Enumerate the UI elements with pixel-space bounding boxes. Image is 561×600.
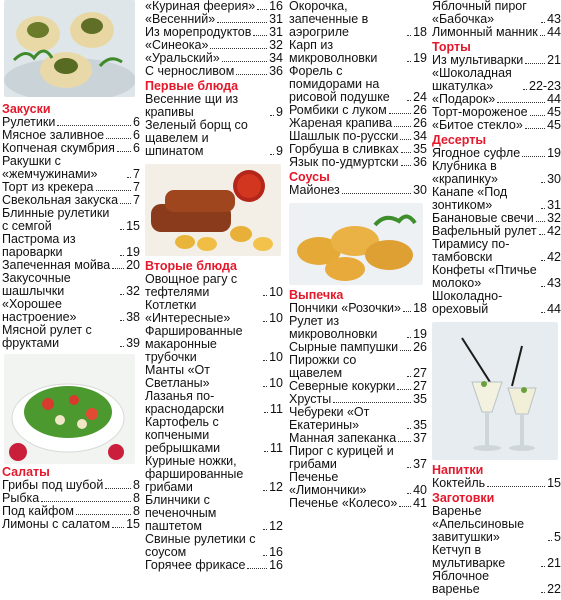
entry-title: Кетчуп в мультиварке	[432, 543, 506, 570]
page-number: 19	[413, 327, 427, 341]
dot-leader	[263, 555, 267, 556]
toc-entry	[143, 273, 283, 299]
toc-entry	[0, 207, 140, 233]
dot-leader	[407, 100, 411, 101]
entry-title: Коктейль	[432, 476, 486, 490]
dot-leader	[263, 321, 267, 322]
dot-leader	[210, 48, 267, 49]
page-number: 30	[413, 183, 427, 197]
entry-title: Пирог с курицей и грибами	[289, 444, 394, 471]
toc-entry	[143, 119, 283, 158]
dot-leader	[270, 154, 274, 155]
toc-entry	[430, 505, 561, 544]
page-number: 21	[547, 556, 561, 570]
entry-title: Вафельный рулет	[432, 224, 537, 238]
dot-leader	[217, 22, 267, 23]
dot-leader	[541, 566, 545, 567]
toc-entry	[287, 39, 427, 65]
toc-entry	[0, 298, 140, 324]
entry-title: Из морепродуктов	[145, 25, 252, 39]
toc-column-1	[0, 0, 140, 600]
dot-leader	[497, 102, 545, 103]
page-number: 16	[269, 545, 283, 559]
dot-leader	[541, 22, 545, 23]
entry-title: Язык по-удмуртски	[289, 155, 399, 169]
entry-title: Пастрома из пароварки	[2, 232, 76, 259]
dot-leader	[407, 467, 411, 468]
dot-leader	[120, 320, 124, 321]
entry-title: Майонез	[289, 183, 340, 197]
toc-entry	[430, 119, 561, 132]
entry-title: Рулет из микроволновки	[289, 314, 378, 341]
section-drinks	[430, 464, 561, 490]
section-baking	[287, 289, 427, 510]
page-number: 31	[547, 198, 561, 212]
dot-leader	[522, 156, 545, 157]
page-number: 9	[276, 144, 283, 158]
dot-leader	[399, 506, 411, 507]
dot-leader	[120, 203, 131, 204]
page-number: 34	[413, 129, 427, 143]
dot-leader	[548, 540, 552, 541]
page-number: 26	[413, 116, 427, 130]
section-title-main-courses: Вторые блюда	[145, 259, 237, 273]
page-number: 43	[547, 12, 561, 26]
page-number: 42	[547, 224, 561, 238]
dot-leader	[525, 63, 545, 64]
dot-leader	[541, 592, 545, 593]
page-number: 22	[547, 582, 561, 596]
toc-column-2	[143, 0, 283, 600]
section-desserts	[430, 134, 561, 316]
entry-title: Карп из микроволновки	[289, 38, 378, 65]
toc-entry	[430, 290, 561, 316]
toc-entry	[287, 354, 427, 380]
page-number: 34	[269, 51, 283, 65]
page-number: 36	[413, 155, 427, 169]
entry-title: «Весенний»	[145, 12, 216, 26]
entry-title: Из мультиварки	[432, 53, 524, 67]
page-number: 32	[126, 284, 140, 298]
page-number: 35	[413, 142, 427, 156]
toc-entry	[143, 325, 283, 364]
page-number: 10	[269, 350, 283, 364]
page-number: 42	[547, 250, 561, 264]
toc-entry	[430, 264, 561, 290]
page-number: 20	[126, 258, 140, 272]
entry-title: Котлетки «Интересные»	[145, 298, 231, 325]
entry-title: Манная запеканка	[289, 431, 397, 445]
page-number: 10	[269, 285, 283, 299]
toc-entry	[143, 364, 283, 390]
appetizer-photo	[4, 0, 135, 97]
dot-leader	[41, 501, 131, 502]
dot-leader	[263, 490, 267, 491]
entry-title: Торт-мороженое	[432, 105, 528, 119]
dot-leader	[541, 312, 545, 313]
section-salads	[0, 466, 140, 531]
toc-entry	[0, 272, 140, 298]
entry-title: Овощное рагу с тефтелями	[145, 272, 238, 299]
toc-entry	[430, 67, 561, 93]
entry-title: Окорочка, запеченные в аэрогриле	[289, 0, 369, 39]
page-number: 44	[547, 92, 561, 106]
cocktail-photo	[432, 322, 558, 460]
dot-leader	[400, 350, 411, 351]
toc-entry	[287, 65, 427, 104]
page-number: 32	[269, 38, 283, 52]
entry-title: «Уральский»	[145, 51, 220, 65]
page-number: 7	[133, 167, 140, 181]
entry-title: С черносливом	[145, 64, 235, 78]
entry-title: Чебуреки «От Екатерины»	[289, 405, 370, 432]
dot-leader	[539, 234, 545, 235]
page-number: 27	[413, 379, 427, 393]
dot-leader	[536, 221, 545, 222]
page-number: 44	[547, 25, 561, 39]
page-number: 27	[413, 366, 427, 380]
toc-entry	[287, 315, 427, 341]
page-number: 43	[547, 276, 561, 290]
entry-title: Лазанья по-краснодарски	[145, 389, 225, 416]
toc-entry	[143, 93, 283, 119]
dot-leader	[263, 386, 267, 387]
entry-title: Закусочные шашлычки	[2, 271, 71, 298]
dot-leader	[263, 529, 267, 530]
entry-title: Печенье «Лимончики»	[289, 470, 367, 497]
dot-leader	[127, 177, 131, 178]
toc-entry	[430, 238, 561, 264]
page-number: 41	[413, 496, 427, 510]
entry-title: Варенье «Апельсиновые завитушки»	[432, 504, 525, 544]
page-number: 7	[133, 193, 140, 207]
dot-leader	[541, 286, 545, 287]
dot-leader	[257, 9, 267, 10]
entry-title: Весенние щи из крапивы	[145, 92, 239, 119]
dot-leader	[541, 182, 545, 183]
entry-title: Запеченная мойва	[2, 258, 111, 272]
entry-title: Шоколадно-ореховый	[432, 289, 503, 316]
page-number: 26	[413, 340, 427, 354]
entry-title: «Битое стекло»	[432, 118, 523, 132]
pastry-photo	[289, 203, 423, 285]
page-number: 18	[413, 25, 427, 39]
dot-leader	[407, 35, 411, 36]
dot-leader	[530, 115, 545, 116]
toc-entry	[287, 0, 427, 39]
toc-entry	[287, 471, 427, 497]
page-number: 32	[547, 211, 561, 225]
dot-leader	[247, 568, 267, 569]
dot-leader	[407, 493, 411, 494]
dot-leader	[407, 337, 411, 338]
dot-leader	[76, 514, 131, 515]
dot-leader	[120, 294, 124, 295]
page-number: 10	[269, 311, 283, 325]
entry-title: «Хорошее настроение»	[2, 297, 77, 324]
page-number: 40	[413, 483, 427, 497]
page-number: 24	[413, 90, 427, 104]
page-number: 15	[126, 219, 140, 233]
dot-leader	[264, 412, 268, 413]
toc-entry	[0, 233, 140, 259]
dot-leader	[389, 113, 411, 114]
entry-title: Мясной рулет с фруктами	[2, 323, 92, 350]
page-number: 44	[547, 302, 561, 316]
page-number: 19	[126, 245, 140, 259]
page-number: 37	[413, 457, 427, 471]
page-number: 8	[133, 491, 140, 505]
page-number: 11	[270, 402, 283, 416]
toc-entry	[143, 455, 283, 494]
toc-entry	[430, 26, 561, 39]
entry-title: Хрусты	[289, 392, 332, 406]
page-number: 31	[269, 25, 283, 39]
dot-leader	[263, 360, 267, 361]
dot-leader	[117, 151, 131, 152]
page-number: 6	[133, 115, 140, 129]
dot-leader	[400, 139, 411, 140]
dot-leader	[407, 61, 411, 62]
dot-leader	[398, 441, 411, 442]
section-title-cakes: Торты	[432, 40, 471, 54]
entry-title: Зеленый борщ со щавелем и шпинатом	[145, 118, 248, 158]
entry-title: Ракушки с «жемчужинами»	[2, 154, 98, 181]
toc-entry	[143, 559, 283, 572]
page-number: 8	[133, 478, 140, 492]
page-number: 19	[547, 146, 561, 160]
section-preserves	[430, 492, 561, 596]
entry-title: Жареная крапива	[289, 116, 393, 130]
dot-leader	[401, 165, 412, 166]
toc-column-3	[287, 0, 427, 600]
page-number: 5	[554, 530, 561, 544]
toc-entry	[0, 324, 140, 350]
ribs-photo	[145, 164, 281, 256]
page-number: 26	[413, 103, 427, 117]
entry-title: Картофель с копчеными ребрышками	[145, 415, 221, 455]
section-title-first-courses: Первые блюда	[145, 79, 239, 93]
section-main-courses	[143, 260, 283, 572]
section-title-appetizers: Закуски	[2, 102, 51, 116]
dot-leader	[403, 311, 411, 312]
entry-title: Рулетики	[2, 115, 56, 129]
toc-entry	[143, 416, 283, 455]
dot-leader	[342, 193, 411, 194]
dot-leader	[264, 451, 268, 452]
page-number: 11	[270, 441, 283, 455]
dot-leader	[270, 115, 274, 116]
section-title-salads: Салаты	[2, 465, 50, 479]
entry-title: Ромбики с луком	[289, 103, 387, 117]
dot-leader	[394, 126, 411, 127]
entry-title: Манты «От Светланы»	[145, 363, 210, 390]
entry-title: Рыбка	[2, 491, 40, 505]
entry-title: Лимонный манник	[432, 25, 538, 39]
entry-title: Канапе «Под зонтиком»	[432, 185, 508, 212]
dot-leader	[253, 35, 267, 36]
dot-leader	[120, 346, 124, 347]
page-number: 7	[133, 180, 140, 194]
entry-title: Сырные пампушки	[289, 340, 399, 354]
toc-entry	[430, 570, 561, 596]
page-number: 35	[413, 392, 427, 406]
section-first-courses	[143, 80, 283, 158]
entry-title: Куриные ножки, фаршированные грибами	[145, 454, 244, 494]
entry-title: Банановые свечи	[432, 211, 534, 225]
entry-title: Блинчики с печеночным паштетом	[145, 493, 217, 533]
entry-title: Форель с помидорами на рисовой подушке	[289, 64, 390, 104]
entry-title: Свиные рулетики с соусом	[145, 532, 256, 559]
toc-entry	[143, 65, 283, 78]
page-number: 8	[133, 504, 140, 518]
dot-leader	[222, 61, 267, 62]
toc-column-4	[430, 0, 561, 600]
entry-title: Яблочное варенье	[432, 569, 490, 596]
section-title-preserves: Заготовки	[432, 491, 495, 505]
dot-leader	[397, 389, 411, 390]
dot-leader	[523, 89, 527, 90]
dot-leader	[407, 376, 411, 377]
page-number: 6	[133, 128, 140, 142]
entry-title: Свекольная закуска	[2, 193, 119, 207]
dot-leader	[105, 488, 131, 489]
page-number: 35	[413, 418, 427, 432]
dot-leader	[112, 268, 124, 269]
dot-leader	[407, 428, 411, 429]
entry-title: Печенье «Колесо»	[289, 496, 398, 510]
page-number: 22-23	[529, 79, 561, 93]
entry-title: Конфеты «Птичье молоко»	[432, 263, 537, 290]
toc-entry	[143, 390, 283, 416]
toc-entry	[430, 186, 561, 212]
entry-title: Горбуша в сливках	[289, 142, 399, 156]
toc-entry	[287, 406, 427, 432]
entry-title: Мясное заливное	[2, 128, 105, 142]
page-number: 39	[126, 336, 140, 350]
page-number: 45	[547, 105, 561, 119]
page-number: 21	[547, 53, 561, 67]
page-number: 16	[269, 0, 283, 13]
page-number: 15	[126, 517, 140, 531]
toc-entry	[430, 544, 561, 570]
toc-entry	[0, 155, 140, 181]
entry-title: «Подарок»	[432, 92, 496, 106]
dot-leader	[106, 138, 131, 139]
entry-title: Грибы под шубой	[2, 478, 104, 492]
salad-photo	[4, 354, 135, 464]
section-cakes	[430, 41, 561, 132]
toc-entry	[430, 0, 561, 26]
entry-title: Пирожки со щавелем	[289, 353, 357, 380]
section-title-desserts: Десерты	[432, 133, 487, 147]
page-number: 6	[133, 141, 140, 155]
page-number: 10	[269, 376, 283, 390]
page-number: 37	[413, 431, 427, 445]
toc-entry	[287, 156, 427, 169]
page-number: 16	[269, 558, 283, 572]
section-appetizers	[0, 103, 140, 350]
page-number: 9	[276, 105, 283, 119]
dot-leader	[401, 152, 411, 153]
dot-leader	[333, 402, 411, 403]
dot-leader	[236, 74, 267, 75]
toc-entry	[143, 299, 283, 325]
dot-leader	[540, 35, 545, 36]
entry-title: Ягодное суфле	[432, 146, 521, 160]
page-number: 38	[126, 310, 140, 324]
page-number: 19	[413, 51, 427, 65]
page-number: 30	[547, 172, 561, 186]
entry-title: «Шоколадная шкатулка»	[432, 66, 512, 93]
dot-leader	[263, 295, 267, 296]
entry-title: Яблочный пирог «Бабочка»	[432, 0, 527, 26]
toc-entry	[430, 160, 561, 186]
dot-leader	[57, 125, 131, 126]
entry-title: Клубника в «крапинку»	[432, 159, 498, 186]
toc-entry	[430, 477, 561, 490]
toc-entry	[0, 518, 140, 531]
dot-leader	[120, 229, 124, 230]
toc-entry	[143, 533, 283, 559]
section-sauces	[287, 171, 427, 197]
entry-title: Шашлык по-русски	[289, 129, 399, 143]
entry-title: Под кайфом	[2, 504, 74, 518]
dot-leader	[541, 260, 545, 261]
dot-leader	[541, 208, 545, 209]
entry-title: Копченая скумбрия	[2, 141, 115, 155]
dot-leader	[112, 527, 124, 528]
toc-entry	[143, 494, 283, 533]
page-number: 31	[269, 12, 283, 26]
entry-title: Торт из крекера	[2, 180, 94, 194]
page-number: 36	[269, 64, 283, 78]
entry-title: Пончики «Розочки»	[289, 301, 401, 315]
entry-title: Блинные рулетики с семгой	[2, 206, 110, 233]
section-title-sauces: Соусы	[289, 170, 330, 184]
entry-title: Северные кокурки	[289, 379, 396, 393]
dot-leader	[120, 255, 124, 256]
entry-title: «Куриная феерия»	[145, 0, 256, 13]
dot-leader	[487, 486, 545, 487]
page-number: 12	[269, 519, 283, 533]
entry-title: Фаршированные макаронные трубочки	[145, 324, 243, 364]
dot-leader	[525, 128, 545, 129]
entry-title: Тирамису по-тамбовски	[432, 237, 510, 264]
toc-entry	[287, 445, 427, 471]
entry-title: Лимоны с салатом	[2, 517, 111, 531]
page-number: 18	[413, 301, 427, 315]
toc-entry	[287, 184, 427, 197]
section-title-drinks: Напитки	[432, 463, 484, 477]
page-number: 45	[547, 118, 561, 132]
section-title-baking: Выпечка	[289, 288, 344, 302]
page-number: 15	[547, 476, 561, 490]
dot-leader	[96, 190, 132, 191]
page-number: 12	[269, 480, 283, 494]
entry-title: «Синеока»	[145, 38, 209, 52]
entry-title: Горячее фрикасе	[145, 558, 246, 572]
toc-entry	[287, 497, 427, 510]
